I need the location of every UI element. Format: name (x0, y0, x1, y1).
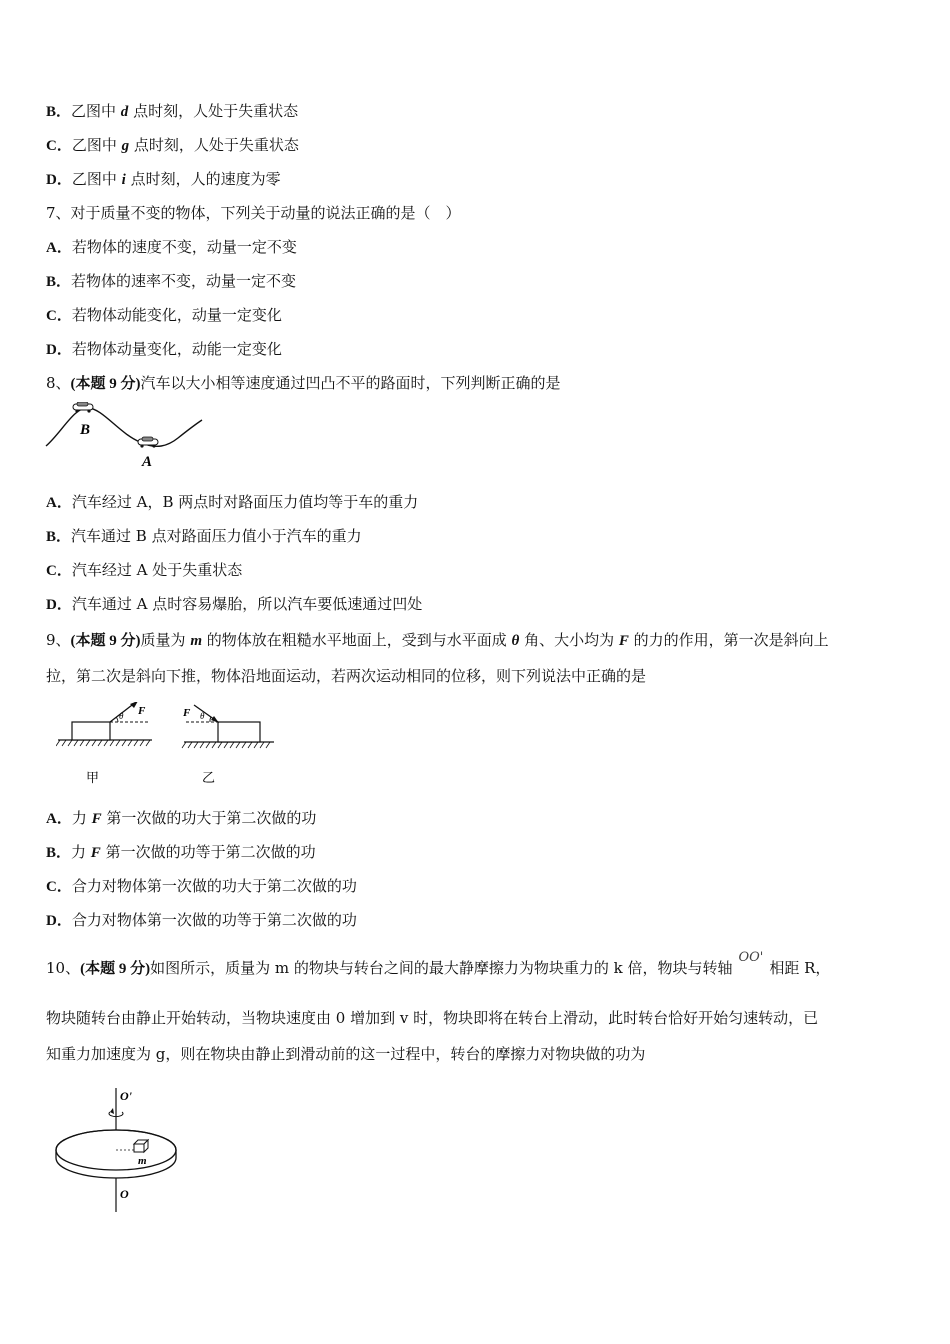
option-variable: i (121, 172, 126, 188)
option-text-post: 点时刻，人的速度为零 (125, 170, 281, 188)
question-number: 10、 (46, 959, 81, 977)
axis-top-label: O' (120, 1089, 132, 1103)
stem-part: 的物体放在粗糙水平地面上，受到与水平面成 (202, 631, 512, 649)
option-text-post: 第一次做的功等于第二次做的功 (100, 843, 316, 861)
option-variable: F (90, 845, 101, 861)
figure-jia (56, 702, 152, 785)
q9-stem-line2: 拉，第二次是斜向下推，物体沿地面运动，若两次运动相同的位移，则下列说法中正确的是 (46, 667, 647, 685)
option-letter: B． (46, 274, 72, 290)
option-letter: D． (46, 172, 72, 188)
option-letter: D． (46, 597, 72, 613)
option-text: 汽车经过 A 处于失重状态 (71, 561, 243, 579)
option-letter: B． (46, 104, 72, 120)
q8-option-a (46, 492, 418, 513)
q7-option-a (46, 237, 297, 258)
option-text-pre: 乙图中 (71, 136, 122, 154)
option-text-pre: 乙图中 (71, 102, 121, 120)
option-letter: B． (46, 529, 72, 545)
option-text-post: 点时刻，人处于失重状态 (128, 102, 299, 120)
question-number: 8、 (46, 374, 71, 392)
car-bottom-icon (138, 437, 158, 448)
variable-m: m (190, 633, 202, 649)
q9-option-c (46, 876, 357, 897)
option-letter: A． (46, 811, 72, 827)
option-text: 若物体的速度不变，动量一定不变 (71, 238, 297, 256)
option-letter: B． (46, 845, 72, 861)
caption-yi: 乙 (202, 770, 216, 785)
q10-stem-line3: 知重力加速度为 g，则在物块由静止到滑动前的这一过程中，转台的摩擦力对物块做的功为 (46, 1045, 646, 1063)
option-letter: D． (46, 342, 72, 358)
block-m-label: m (138, 1155, 147, 1167)
q10-stem-line1 (46, 950, 831, 980)
option-text: 若物体动量变化，动能一定变化 (71, 340, 282, 358)
q7-option-b (46, 271, 296, 292)
variable-theta: θ (511, 633, 520, 649)
q8-option-b (46, 526, 362, 547)
q10-turntable-figure (52, 1086, 197, 1216)
q8-option-c (46, 560, 242, 581)
option-letter: A． (46, 240, 72, 256)
stem-part: 相距 R， (769, 959, 831, 977)
option-text-pre: 乙图中 (71, 170, 122, 188)
stem-part: 角、大小均为 (519, 631, 619, 649)
road-curve (46, 408, 202, 446)
score-tag: (本题 9 分) (70, 633, 141, 649)
option-text: 汽车通过 B 点对路面压力值小于汽车的重力 (71, 527, 362, 545)
option-text: 合力对物体第一次做的功等于第二次做的功 (71, 911, 357, 929)
option-text: 汽车经过 A，B 两点时对路面压力值均等于车的重力 (71, 493, 419, 511)
option-text: 若物体动能变化，动量一定变化 (71, 306, 282, 324)
option-letter: C． (46, 308, 72, 324)
option-text: 汽车通过 A 点时容易爆胎，所以汽车要低速通过凹处 (71, 595, 423, 613)
score-tag: (本题 9 分) (70, 376, 141, 392)
q9-option-a (46, 808, 316, 829)
option-letter: C． (46, 138, 72, 154)
option-letter: A． (46, 495, 72, 511)
variable-f: F (618, 633, 629, 649)
option-text: 合力对物体第一次做的功大于第二次做的功 (71, 877, 357, 895)
q6-option-c (46, 135, 299, 156)
point-b-label: B (80, 422, 91, 438)
stem-part: 的力的作用，第一次是斜向上 (628, 631, 829, 649)
car-top-icon (73, 402, 93, 413)
block-m-icon (134, 1140, 148, 1152)
caption-jia: 甲 (86, 770, 100, 785)
question-number: 9、 (46, 631, 71, 649)
q9-stem-line1 (46, 630, 829, 651)
q8-road-figure (44, 402, 209, 470)
q9-force-figure (56, 702, 286, 788)
option-letter: C． (46, 879, 72, 895)
q8-option-d (46, 594, 422, 615)
stem-part: 质量为 (140, 631, 191, 649)
angle-theta-label: θ (119, 711, 124, 721)
axis-bottom-label: O (120, 1187, 129, 1201)
option-variable: g (121, 138, 130, 154)
axis-label-oo: OO' (738, 950, 764, 965)
figure-yi (182, 705, 274, 785)
option-text: 若物体的速率不变，动量一定不变 (71, 272, 297, 290)
q7-option-d (46, 339, 282, 360)
option-letter: D． (46, 913, 72, 929)
score-tag: (本题 9 分) (80, 961, 151, 977)
q7-option-c (46, 305, 282, 326)
q8-stem-line (46, 373, 561, 394)
option-text-post: 点时刻，人处于失重状态 (129, 136, 299, 154)
q6-option-b (46, 101, 298, 122)
q6-option-d (46, 169, 281, 190)
force-f-label: F (138, 705, 146, 717)
q7-stem: 7、对于质量不变的物体，下列关于动量的说法正确的是（ ） (46, 204, 461, 222)
option-text-pre: 力 (71, 843, 91, 861)
option-variable: d (120, 104, 129, 120)
option-variable: F (91, 811, 102, 827)
question-stem: 汽车以大小相等速度通过凹凸不平的路面时，下列判断正确的是 (140, 374, 561, 392)
angle-theta-label-2: θ (200, 711, 205, 721)
q9-option-b (46, 842, 316, 863)
stem-part: 如图所示，质量为 m 的物块与转台之间的最大静摩擦力为物块重力的 k 倍，物块与转轴 (150, 959, 733, 977)
option-text-post: 第一次做的功大于第二次做的功 (101, 809, 317, 827)
point-a-label: A (142, 454, 153, 470)
q10-stem-line2: 物块随转台由静止开始转动，当物块速度由 0 增加到 v 时，物块即将在转台上滑动，此时转台恰好开始匀速转动，已 (46, 1009, 819, 1027)
q9-option-d (46, 910, 357, 931)
force-f-label-2: F (183, 707, 191, 719)
option-letter: C． (46, 563, 72, 579)
option-text-pre: 力 (71, 809, 92, 827)
